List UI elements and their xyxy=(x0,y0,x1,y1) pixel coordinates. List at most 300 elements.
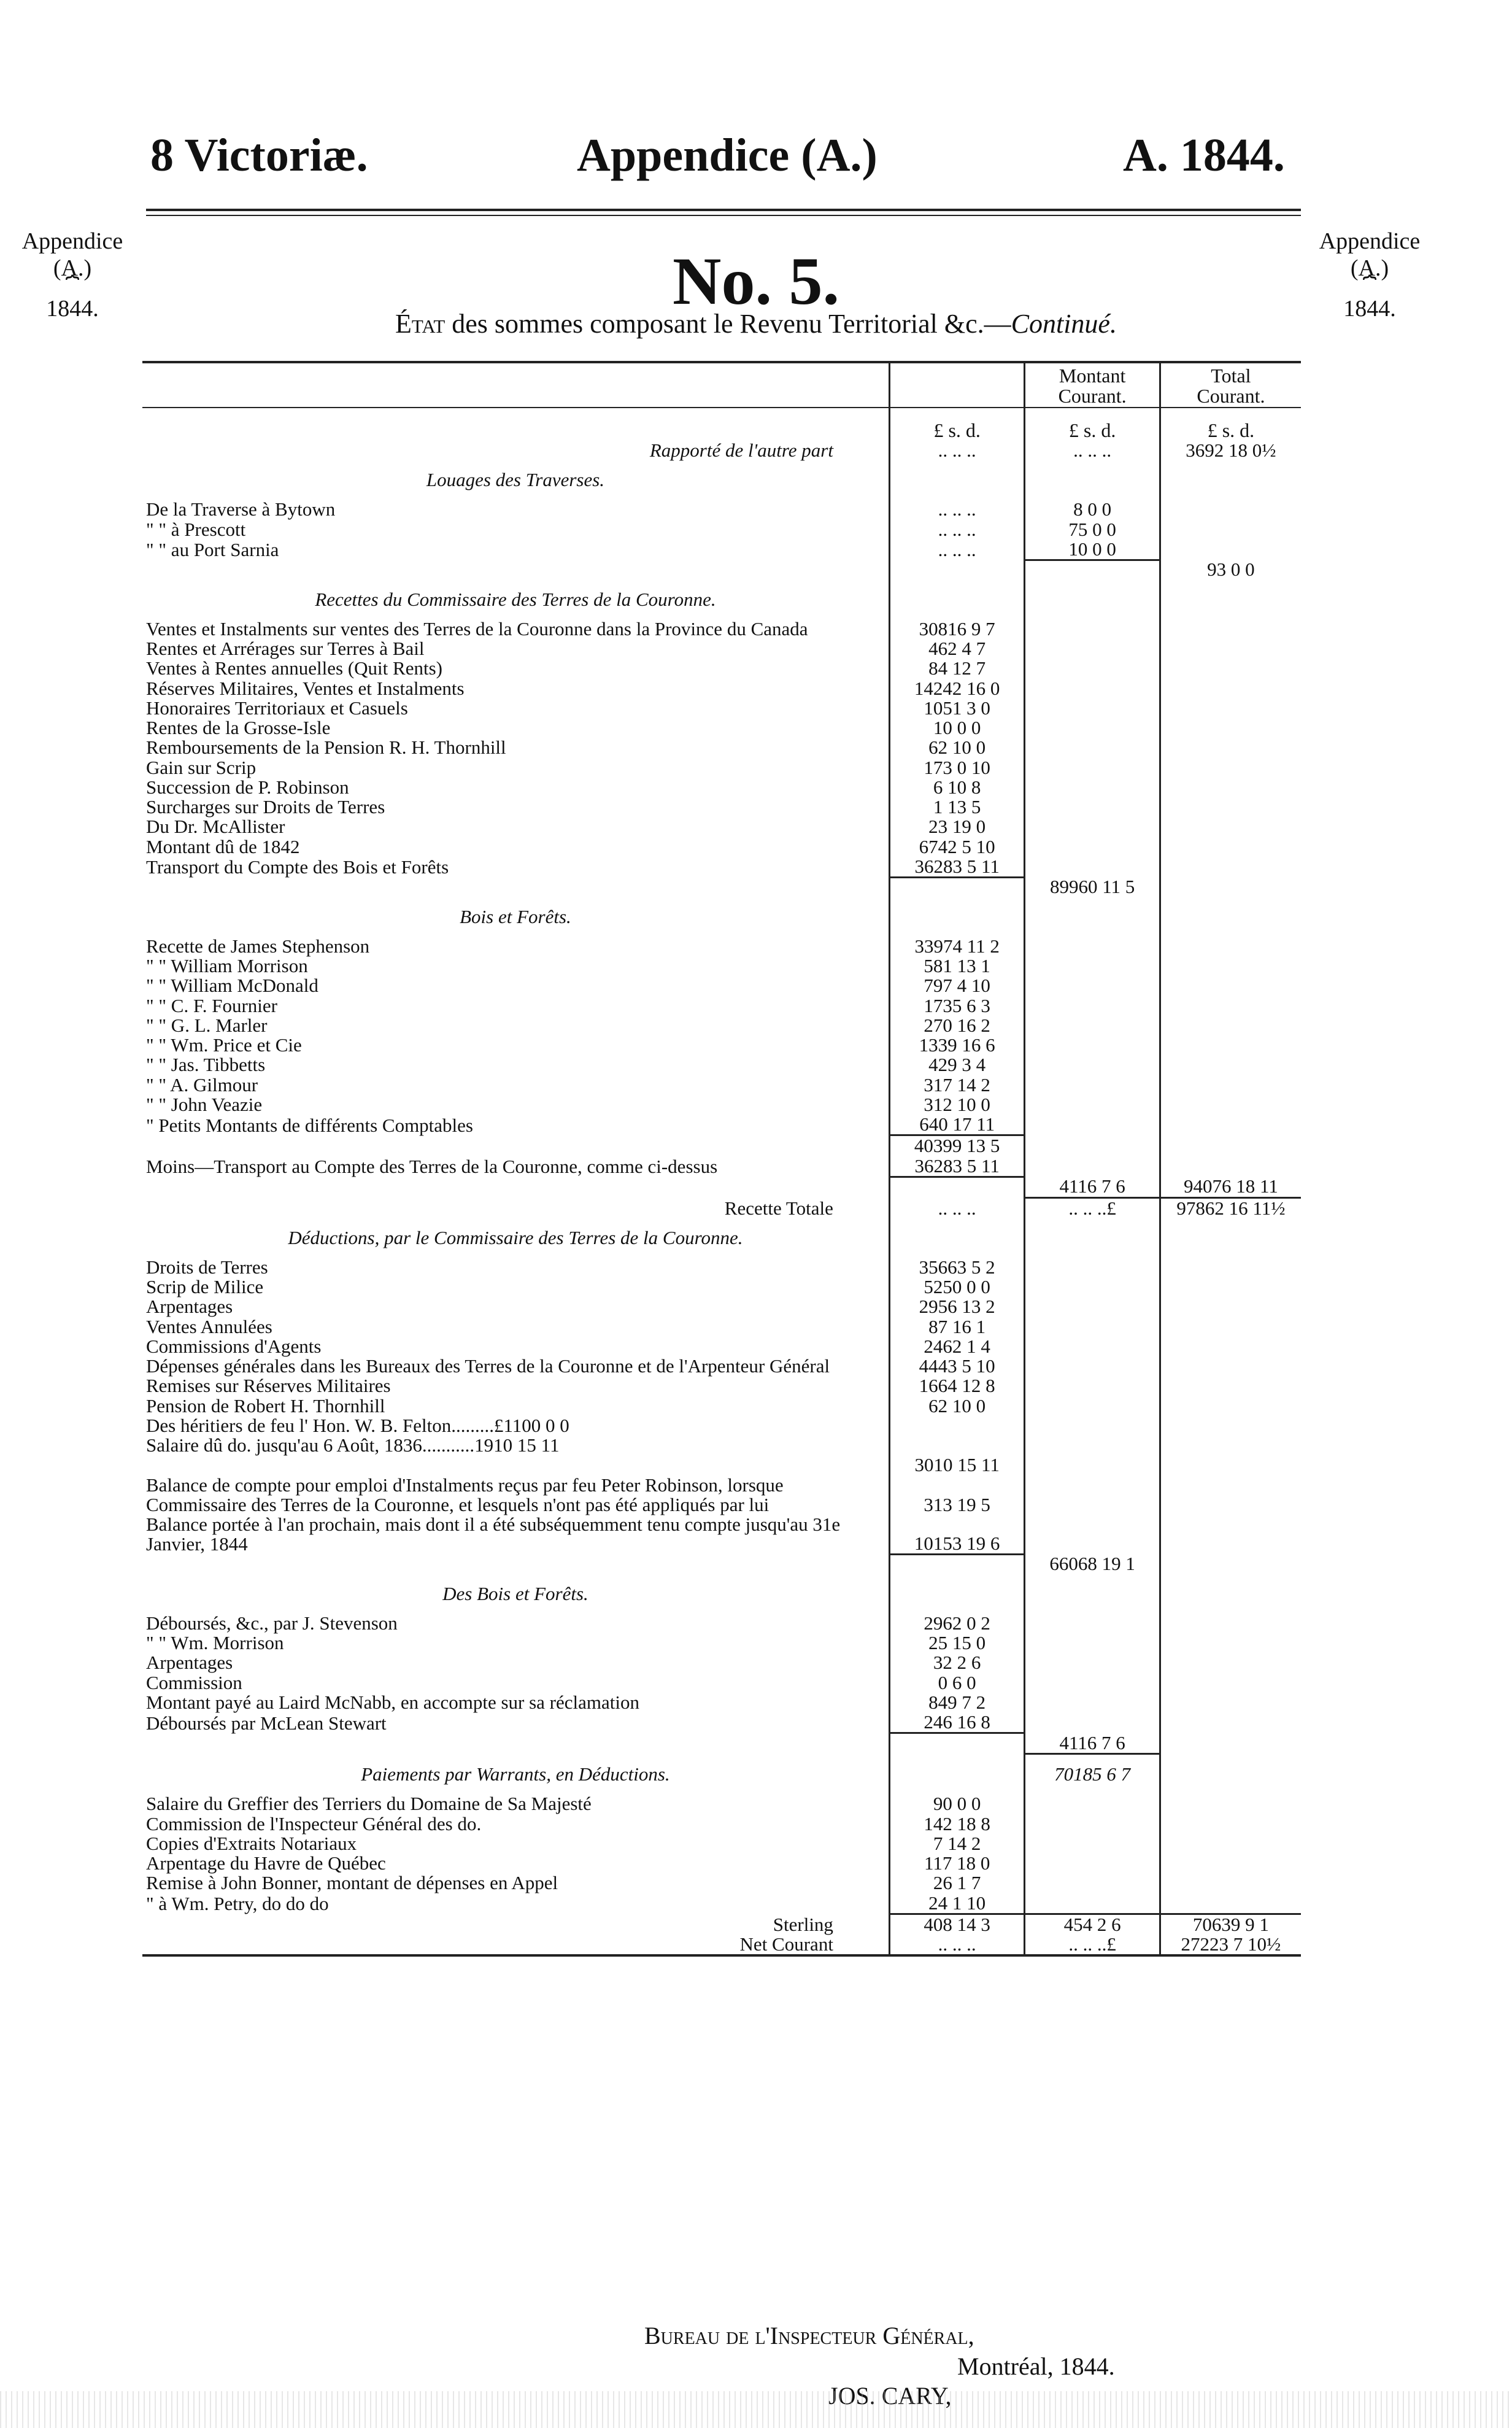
table-row xyxy=(142,1935,1301,1955)
row-amount-col3 xyxy=(1025,937,1160,956)
row-amount-col3 xyxy=(1025,1614,1160,1633)
row-amount-col4 xyxy=(1160,1712,1301,1733)
table-row xyxy=(142,560,1301,579)
row-amount-col4: 27223 7 10½ xyxy=(1160,1935,1301,1955)
table-row xyxy=(142,1633,1301,1653)
row-description: Rentes de la Grosse-Isle xyxy=(146,717,331,739)
row-amount-col4 xyxy=(1160,1893,1301,1914)
row-description: Ventes et Instalments sur ventes des Terres de la Couronne dans la Province du Canada xyxy=(146,617,808,640)
table-row xyxy=(142,1115,1301,1135)
table-row xyxy=(142,778,1301,797)
row-description: Recettes du Commissaire des Terres de la Couronne. xyxy=(315,588,716,610)
row-amount-col3: 8 0 0 xyxy=(1025,500,1160,519)
row-amount-col2: 4443 5 10 xyxy=(889,1356,1024,1376)
row-amount-col3 xyxy=(1025,1075,1160,1095)
row-description: Pension de Robert H. Thornhill xyxy=(146,1394,385,1417)
row-amount-col2: .. .. .. xyxy=(889,1935,1024,1955)
row-amount-col2: 142 18 8 xyxy=(889,1814,1024,1834)
side-left-line2: (A.) xyxy=(53,255,92,281)
row-description: Gain sur Scrip xyxy=(146,756,256,778)
row-amount-col4 xyxy=(1160,797,1301,817)
row-description: Arpentage du Havre de Québec xyxy=(146,1852,386,1874)
table-row xyxy=(142,500,1301,519)
side-left-brace: ⏞ xyxy=(65,276,80,302)
row-amount-col4 xyxy=(1160,520,1301,539)
row-amount-col4 xyxy=(1160,1436,1301,1455)
row-amount-col3 xyxy=(1025,1055,1160,1075)
row-amount-col3 xyxy=(1025,1277,1160,1297)
row-amount-col4: 70639 9 1 xyxy=(1160,1914,1301,1935)
table-row xyxy=(142,718,1301,738)
section-heading-row xyxy=(142,1218,1301,1258)
row-amount-col3 xyxy=(1025,1893,1160,1914)
row-description: Du Dr. McAllister xyxy=(146,816,285,838)
row-amount-col3 xyxy=(1025,1475,1160,1515)
table-row xyxy=(142,1873,1301,1893)
row-description: Remise à John Bonner, montant de dépenses en Appel xyxy=(146,1872,558,1894)
row-amount-col2 xyxy=(889,1416,1024,1436)
table-row xyxy=(142,1693,1301,1712)
row-amount-col4 xyxy=(1160,639,1301,659)
row-amount-col3 xyxy=(1025,1515,1160,1554)
row-amount-col3 xyxy=(1025,1317,1160,1337)
table-row xyxy=(142,1475,1301,1515)
table-row xyxy=(142,1055,1301,1075)
row-description: " " C. F. Fournier xyxy=(146,994,278,1016)
row-amount-col3: 454 2 6 xyxy=(1025,1914,1160,1935)
row-amount-col3: .. .. .. xyxy=(1025,441,1160,460)
row-amount-col4 xyxy=(1160,460,1301,500)
table-row xyxy=(142,1673,1301,1693)
table-row xyxy=(142,738,1301,757)
table-row xyxy=(142,1893,1301,1914)
row-description: " " A. Gilmour xyxy=(146,1073,258,1096)
row-amount-col4 xyxy=(1160,1814,1301,1834)
row-amount-col4 xyxy=(1160,1653,1301,1672)
row-amount-col2: 7 14 2 xyxy=(889,1834,1024,1854)
table-row xyxy=(142,1075,1301,1095)
row-description: Honoraires Territoriaux et Casuels xyxy=(146,697,408,719)
row-amount-col3 xyxy=(1025,1794,1160,1814)
row-amount-col3 xyxy=(1025,1337,1160,1356)
row-amount-col2 xyxy=(889,1436,1024,1455)
row-amount-col2: 0 6 0 xyxy=(889,1673,1024,1693)
row-description: " " John Veazie xyxy=(146,1093,263,1115)
table-row xyxy=(142,1356,1301,1376)
row-amount-col2: 462 4 7 xyxy=(889,639,1024,659)
row-amount-col4 xyxy=(1160,1317,1301,1337)
row-description: Balance portée à l'an prochain, mais dont il a été subséquemment tenu compte jusqu'au 31e Janvier, 1844 xyxy=(146,1514,841,1555)
row-amount-col2: 35663 5 2 xyxy=(889,1258,1024,1277)
table-row xyxy=(142,659,1301,678)
table-row xyxy=(142,520,1301,539)
row-amount-col2: 3010 15 11 xyxy=(889,1455,1024,1475)
row-amount-col4 xyxy=(1160,1115,1301,1135)
row-description: Bois et Forêts. xyxy=(460,905,571,927)
row-amount-col3 xyxy=(1025,778,1160,797)
row-amount-col4 xyxy=(1160,1016,1301,1035)
row-description: Déboursés, &c., par J. Stevenson xyxy=(146,1612,398,1634)
row-amount-col3 xyxy=(1025,639,1160,659)
row-amount-col2 xyxy=(889,897,1024,937)
row-amount-col3 xyxy=(1025,619,1160,639)
page-title: No. 5. xyxy=(673,244,839,319)
row-amount-col4 xyxy=(1160,1673,1301,1693)
table-row xyxy=(142,1653,1301,1672)
row-amount-col3 xyxy=(1025,1156,1160,1177)
row-amount-col4 xyxy=(1160,976,1301,996)
row-description: " Petits Montants de différents Comptables xyxy=(146,1114,473,1136)
row-amount-col4 xyxy=(1160,996,1301,1016)
row-amount-col2: 173 0 10 xyxy=(889,758,1024,778)
row-description: Montant dû de 1842 xyxy=(146,835,300,857)
row-amount-col4 xyxy=(1160,539,1301,560)
table-row xyxy=(142,619,1301,639)
row-amount-col2 xyxy=(889,1733,1024,1754)
row-amount-col3 xyxy=(1025,1854,1160,1873)
row-amount-col4 xyxy=(1160,1035,1301,1055)
row-amount-col2: 36283 5 11 xyxy=(889,857,1024,878)
row-amount-col2: 1051 3 0 xyxy=(889,698,1024,718)
section-heading-row xyxy=(142,1754,1301,1795)
table-row xyxy=(142,996,1301,1016)
row-description: Transport du Compte des Bois et Forêts xyxy=(146,856,449,878)
row-amount-col2: 429 3 4 xyxy=(889,1055,1024,1075)
row-amount-col2 xyxy=(889,460,1024,500)
row-amount-col2: 62 10 0 xyxy=(889,1396,1024,1416)
row-amount-col3 xyxy=(1025,976,1160,996)
row-amount-col3 xyxy=(1025,817,1160,837)
row-description: Remboursements de la Pension R. H. Thornhill xyxy=(146,737,506,759)
row-amount-col4: 93 0 0 xyxy=(1160,560,1301,579)
row-amount-col4 xyxy=(1160,698,1301,718)
row-amount-col4 xyxy=(1160,580,1301,619)
row-amount-col4 xyxy=(1160,718,1301,738)
side-left-line1: Appendice xyxy=(21,228,123,254)
row-amount-col4 xyxy=(1160,817,1301,837)
row-description xyxy=(142,1177,889,1197)
section-heading-row xyxy=(142,897,1301,937)
row-amount-col3 xyxy=(1025,1095,1160,1115)
row-amount-col3 xyxy=(1025,1633,1160,1653)
row-description: Commission de l'Inspecteur Général des do. xyxy=(146,1812,482,1835)
row-amount-col3: .. .. ..£ xyxy=(1025,1935,1160,1955)
row-amount-col2: 33974 11 2 xyxy=(889,937,1024,956)
side-right-brace: ⏞ xyxy=(1362,276,1377,302)
row-amount-col2: 317 14 2 xyxy=(889,1075,1024,1095)
header-rule-bottom xyxy=(146,215,1301,216)
footer-signature: JOS. CARY, xyxy=(828,2382,952,2410)
row-amount-col3 xyxy=(1025,560,1160,579)
row-description: Succession de P. Robinson xyxy=(146,776,349,798)
row-amount-col2 xyxy=(889,1218,1024,1258)
table-row xyxy=(142,937,1301,956)
row-amount-col2: 117 18 0 xyxy=(889,1854,1024,1873)
row-amount-col4 xyxy=(1160,1297,1301,1316)
row-amount-col4 xyxy=(1160,897,1301,937)
row-amount-col2 xyxy=(889,580,1024,619)
row-amount-col3 xyxy=(1025,1653,1160,1672)
row-amount-col4 xyxy=(1160,956,1301,976)
header-col2 xyxy=(889,362,1024,408)
montant-label-1: Montant xyxy=(1059,365,1126,387)
revenue-table xyxy=(142,361,1301,1957)
subtitle-continued: Continué. xyxy=(1011,309,1117,339)
table-row xyxy=(142,1095,1301,1115)
row-amount-col2: 1339 16 6 xyxy=(889,1035,1024,1055)
row-amount-col2: 312 10 0 xyxy=(889,1095,1024,1115)
row-amount-col4 xyxy=(1160,778,1301,797)
table-row xyxy=(142,1614,1301,1633)
row-amount-col4 xyxy=(1160,937,1301,956)
row-amount-col3 xyxy=(1025,1834,1160,1854)
row-description: Copies d'Extraits Notariaux xyxy=(146,1832,357,1854)
row-amount-col3 xyxy=(1025,1115,1160,1135)
row-amount-col3 xyxy=(1025,1814,1160,1834)
row-amount-col2: 26 1 7 xyxy=(889,1873,1024,1893)
row-amount-col3 xyxy=(1025,1396,1160,1416)
table-row xyxy=(142,539,1301,560)
row-amount-col2: 24 1 10 xyxy=(889,1893,1024,1914)
table-row xyxy=(142,1396,1301,1416)
row-amount-col4 xyxy=(1160,1455,1301,1475)
row-amount-col3 xyxy=(1025,837,1160,857)
row-amount-col3: .. .. ..£ xyxy=(1025,1197,1160,1218)
row-amount-col3 xyxy=(1025,1873,1160,1893)
row-description: Réserves Militaires, Ventes et Instalments xyxy=(146,677,465,699)
table-row xyxy=(142,976,1301,996)
row-amount-col2 xyxy=(889,877,1024,897)
row-amount-col2: 2962 0 2 xyxy=(889,1614,1024,1633)
row-description: Montant payé au Laird McNabb, en accompte sur sa réclamation xyxy=(146,1691,639,1713)
row-description: Dépenses générales dans les Bureaux des Terres de la Couronne et de l'Arpenteur Général xyxy=(146,1355,830,1377)
table-row xyxy=(142,956,1301,976)
row-description: Sterling xyxy=(773,1913,833,1935)
row-description: Droits de Terres xyxy=(146,1256,268,1278)
row-amount-col2: .. .. .. xyxy=(889,500,1024,519)
row-amount-col4 xyxy=(1160,1834,1301,1854)
table-row xyxy=(142,797,1301,817)
row-amount-col4 xyxy=(1160,1794,1301,1814)
row-amount-col2: 5250 0 0 xyxy=(889,1277,1024,1297)
total-label-2: Courant. xyxy=(1197,385,1265,408)
row-description: Des héritiers de feu l' Hon. W. B. Felton.........£1100 0 0 xyxy=(146,1414,569,1436)
table-row xyxy=(142,1277,1301,1297)
lsd-blank xyxy=(142,408,889,441)
table-row xyxy=(142,1337,1301,1356)
side-right-line1: Appendice xyxy=(1319,228,1421,254)
row-amount-col4 xyxy=(1160,679,1301,698)
row-amount-col2: .. .. .. xyxy=(889,520,1024,539)
row-description: Recette de James Stephenson xyxy=(146,935,370,957)
table-row xyxy=(142,1258,1301,1277)
header-left: 8 Victoriæ. xyxy=(150,130,368,181)
row-amount-col2: 36283 5 11 xyxy=(889,1156,1024,1177)
lsd-col2: £ s. d. xyxy=(889,408,1024,441)
row-amount-col4 xyxy=(1160,500,1301,519)
row-amount-col4 xyxy=(1160,619,1301,639)
row-amount-col3 xyxy=(1025,1416,1160,1436)
row-amount-col3 xyxy=(1025,1455,1160,1475)
total-label-1: Total xyxy=(1211,365,1251,387)
page-edge-noise xyxy=(0,2391,1512,2428)
row-amount-col3 xyxy=(1025,1356,1160,1376)
section-heading-row xyxy=(142,1574,1301,1614)
header-blank xyxy=(142,362,889,408)
row-description: Arpentages xyxy=(146,1296,233,1318)
row-amount-col2: 32 2 6 xyxy=(889,1653,1024,1672)
footer-place: Montréal, 1844. xyxy=(957,2353,1115,2380)
table-row xyxy=(142,1914,1301,1935)
row-amount-col2: 25 15 0 xyxy=(889,1633,1024,1653)
row-description: Recette Totale xyxy=(724,1197,833,1219)
row-description xyxy=(142,560,889,579)
section-heading-row xyxy=(142,460,1301,500)
row-amount-col4 xyxy=(1160,1356,1301,1376)
row-amount-col4 xyxy=(1160,1277,1301,1297)
table-header-row xyxy=(142,362,1301,408)
row-amount-col2: 40399 13 5 xyxy=(889,1135,1024,1156)
row-amount-col3 xyxy=(1025,797,1160,817)
section-heading-row xyxy=(142,580,1301,619)
row-amount-col2 xyxy=(889,560,1024,579)
row-amount-col3 xyxy=(1025,698,1160,718)
row-amount-col4 xyxy=(1160,659,1301,678)
row-amount-col3 xyxy=(1025,679,1160,698)
table-row xyxy=(142,1854,1301,1873)
row-description: " " G. L. Marler xyxy=(146,1014,268,1036)
table-row xyxy=(142,1436,1301,1455)
subtitle-etat: État xyxy=(395,309,446,339)
header-right: A. 1844. xyxy=(1123,130,1285,181)
row-amount-col2: 10153 19 6 xyxy=(889,1515,1024,1554)
row-amount-col3 xyxy=(1025,1693,1160,1712)
table-row xyxy=(142,1554,1301,1574)
row-description: " " William Morrison xyxy=(146,955,308,977)
row-description xyxy=(142,1733,889,1754)
table-row xyxy=(142,1455,1301,1475)
row-description: Moins—Transport au Compte des Terres de la Couronne, comme ci-dessus xyxy=(146,1156,718,1178)
row-amount-col3: 70185 6 7 xyxy=(1025,1754,1160,1795)
row-amount-col3 xyxy=(1025,659,1160,678)
row-amount-col2: .. .. .. xyxy=(889,441,1024,460)
row-amount-col3: 10 0 0 xyxy=(1025,539,1160,560)
row-description: Salaire du Greffier des Terriers du Domaine de Sa Majesté xyxy=(146,1793,592,1815)
row-amount-col3 xyxy=(1025,897,1160,937)
row-amount-col4: 97862 16 11½ xyxy=(1160,1197,1301,1218)
row-amount-col3 xyxy=(1025,1135,1160,1156)
row-amount-col3 xyxy=(1025,1574,1160,1614)
row-description: " " Wm. Price et Cie xyxy=(146,1034,302,1056)
row-amount-col4 xyxy=(1160,1396,1301,1416)
row-amount-col2 xyxy=(889,1754,1024,1795)
header-rule-top xyxy=(146,209,1301,211)
row-description xyxy=(142,1135,889,1156)
row-amount-col2: 14242 16 0 xyxy=(889,679,1024,698)
row-amount-col4 xyxy=(1160,1095,1301,1115)
row-amount-col4 xyxy=(1160,1633,1301,1653)
row-amount-col3: 75 0 0 xyxy=(1025,520,1160,539)
row-description xyxy=(142,1554,889,1574)
row-amount-col2: 581 13 1 xyxy=(889,956,1024,976)
row-description: " " à Prescott xyxy=(146,518,246,540)
row-amount-col2: 23 19 0 xyxy=(889,817,1024,837)
row-amount-col4: 3692 18 0½ xyxy=(1160,441,1301,460)
table-row xyxy=(142,1297,1301,1316)
table-row xyxy=(142,1733,1301,1754)
row-amount-col4 xyxy=(1160,837,1301,857)
row-amount-col3 xyxy=(1025,1218,1160,1258)
row-amount-col3 xyxy=(1025,1297,1160,1316)
row-amount-col4 xyxy=(1160,758,1301,778)
row-amount-col4 xyxy=(1160,1693,1301,1712)
row-description: Salaire dû do. jusqu'au 6 Août, 1836...........1910 15 11 xyxy=(146,1434,560,1456)
row-amount-col4 xyxy=(1160,1854,1301,1873)
row-amount-col3: 66068 19 1 xyxy=(1025,1554,1160,1574)
row-amount-col3 xyxy=(1025,758,1160,778)
row-amount-col2: 2956 13 2 xyxy=(889,1297,1024,1316)
table-row xyxy=(142,1197,1301,1218)
row-amount-col2: 90 0 0 xyxy=(889,1794,1024,1814)
row-amount-col2: 1735 6 3 xyxy=(889,996,1024,1016)
row-amount-col2: .. .. .. xyxy=(889,1197,1024,1218)
table-row xyxy=(142,441,1301,460)
table-row xyxy=(142,639,1301,659)
table-row xyxy=(142,679,1301,698)
row-amount-col3 xyxy=(1025,857,1160,878)
table-row xyxy=(142,1317,1301,1337)
row-description: Scrip de Milice xyxy=(146,1276,264,1298)
row-description: Arpentages xyxy=(146,1652,233,1674)
table-row xyxy=(142,1515,1301,1554)
row-description: Commission xyxy=(146,1671,242,1693)
row-amount-col4 xyxy=(1160,1075,1301,1095)
table-row xyxy=(142,1834,1301,1854)
row-amount-col2: 1664 12 8 xyxy=(889,1376,1024,1396)
row-amount-col2: 87 16 1 xyxy=(889,1317,1024,1337)
row-description: " " William McDonald xyxy=(146,975,318,997)
row-amount-col2: 246 16 8 xyxy=(889,1712,1024,1733)
row-amount-col2: 270 16 2 xyxy=(889,1016,1024,1035)
row-amount-col4: 94076 18 11 xyxy=(1160,1177,1301,1197)
table-row xyxy=(142,837,1301,857)
header-montant xyxy=(1025,362,1160,408)
side-left-year: 1844. xyxy=(46,296,99,322)
row-amount-col3 xyxy=(1025,1035,1160,1055)
row-description: Des Bois et Forêts. xyxy=(442,1582,588,1604)
row-amount-col4 xyxy=(1160,1416,1301,1436)
table-row xyxy=(142,1814,1301,1834)
row-amount-col2: 313 19 5 xyxy=(889,1475,1024,1515)
row-amount-col3: 4116 7 6 xyxy=(1025,1177,1160,1197)
row-amount-col3 xyxy=(1025,1016,1160,1035)
row-amount-col3 xyxy=(1025,1258,1160,1277)
row-amount-col2: 2462 1 4 xyxy=(889,1337,1024,1356)
table-row xyxy=(142,857,1301,878)
footer-bureau: Bureau de l'Inspecteur Général, xyxy=(644,2322,974,2349)
row-amount-col3 xyxy=(1025,460,1160,500)
row-description: De la Traverse à Bytown xyxy=(146,498,336,520)
row-amount-col4 xyxy=(1160,1614,1301,1633)
row-amount-col3 xyxy=(1025,1673,1160,1693)
lsd-col4: £ s. d. xyxy=(1160,408,1301,441)
table-row xyxy=(142,1416,1301,1436)
table-row xyxy=(142,1376,1301,1396)
row-amount-col2 xyxy=(889,1177,1024,1197)
row-amount-col3 xyxy=(1025,1436,1160,1455)
row-amount-col2: 6742 5 10 xyxy=(889,837,1024,857)
row-amount-col2: 6 10 8 xyxy=(889,778,1024,797)
